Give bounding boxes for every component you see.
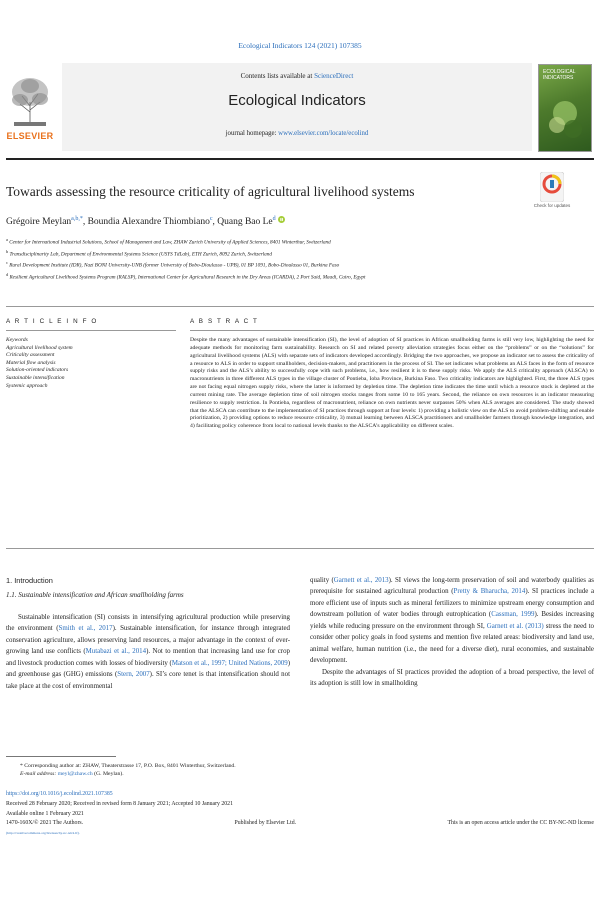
citation-link[interactable]: Smith et al., 2017 — [58, 625, 113, 633]
available-online: Available online 1 February 2021 — [6, 810, 84, 817]
check-for-updates-label[interactable]: Check for updates — [533, 203, 571, 208]
body-text-run: ). SI practices include a more efficient use of inputs such as mineral fertilizers to minimize upstream energy consumption and downstream pollution of water bodies through eutrophication ( — [310, 588, 595, 619]
author-affiliation-marker[interactable]: c — [209, 216, 213, 222]
author-affiliation-marker[interactable]: d — [272, 216, 276, 222]
affiliation-list — [6, 236, 566, 282]
affiliation-marker: a — [6, 237, 8, 242]
body-text-run: ). SI views the long-term preservation of soil and waterbody qualities as prerequisite for sustained agricultural production ( — [310, 577, 594, 596]
author-name[interactable]: Boundia Alexandre Thiombiano — [87, 217, 210, 228]
article-info-heading: A R T I C L E I N F O — [6, 318, 98, 325]
affiliation-text: Rural Development Institute (IDR), Nazi BONI University-UNB (former University of Bobo-Dioulasso - UPB), 01 BP 1091, Bobo-Dioulasso 01, Burkina Faso — [9, 262, 340, 269]
keyword: Criticality assessment — [6, 352, 55, 359]
citation-link[interactable]: Matson et al., 1997; United Nations, 2009 — [171, 659, 288, 667]
keywords-heading: Keywords — [6, 337, 28, 343]
keywords-block — [6, 337, 176, 390]
corresponding-address: Corresponding author at: ZHAW, Theaterstrasse 17, P.O. Box, 8401 Winterthur, Switzerland. — [24, 763, 236, 769]
affiliation-item — [6, 271, 566, 283]
affiliation-text: Center for International Industrial Solutions, School of Management and Law, ZHAW Zurich University of Applied Sciences, 8401 Winterthur, Switzerland — [9, 239, 331, 246]
orcid-icon[interactable] — [278, 216, 285, 223]
email-suffix: (G. Meylan). — [92, 771, 124, 777]
subsection-heading: 1.1. Sustainable intensification and African smallholding farms — [6, 591, 184, 600]
sciencedirect-link[interactable]: ScienceDirect — [314, 72, 354, 80]
article-info-rule — [6, 330, 176, 331]
contents-line — [62, 72, 532, 80]
license-part: Published by Elsevier Ltd. — [234, 820, 297, 827]
email-label: E-mail address: — [20, 771, 58, 777]
received-dates: Received 28 February 2020; Received in revised form 8 January 2021; Accepted 10 January 2021 — [6, 800, 233, 807]
license-part: 1470-160X/© 2021 The Authors. — [6, 820, 84, 827]
journal-title: Ecological Indicators — [228, 92, 366, 109]
citation-link[interactable]: Pretty & Bharucha, 2014 — [453, 588, 526, 596]
affiliation-marker: d — [6, 271, 9, 277]
corresponding-author — [20, 762, 590, 770]
license-line — [6, 819, 594, 829]
check-for-updates-icon[interactable] — [540, 172, 564, 202]
body-column-right — [310, 575, 594, 690]
keyword: Agricultural livelihood system — [6, 344, 73, 351]
author-name[interactable]: Grégoire Meylan — [6, 217, 72, 228]
affiliation-item — [6, 248, 566, 260]
keyword: Systemic approach — [6, 382, 48, 389]
abstract-heading: A B S T R A C T — [190, 318, 259, 325]
footnote-rule — [6, 756, 116, 757]
body-text-run: stress the need to consider other policy goals in food systems and mention five related areas: biodiversity and land use, animal welfare, human nutrition (i.e., the need for a diverse diet), rural economies, and sustainable development. — [310, 622, 594, 665]
affiliation-item — [6, 259, 566, 271]
body-text-run: ). Sustainable intensification, for instance through integrated conservation agriculture, allows preserving land resources, a major advantage in the context of ever-growing land use conflicts ( — [6, 625, 290, 656]
author-list: Grégoire Meylan$^{a,b,*}$, Boundia Alexandre Thiombiano$^c$, Quang Bao Le$^d$ — [6, 216, 285, 227]
citation-link[interactable]: Stern, 2007 — [117, 671, 150, 679]
keyword: Sustainable intensification — [6, 374, 65, 381]
keyword: Solution-oriented indicators — [6, 367, 69, 374]
body-text-run: Sustainable intensification (SI) consists in intensifying agricultural production while preserving the environment ( — [6, 613, 290, 633]
body-text-run: ). SI’s core tenet is that intensification should not take place at the cost of environmental — [6, 671, 290, 690]
author-affiliation-marker[interactable]: a,b,* — [71, 216, 83, 222]
body-paragraph — [310, 575, 594, 667]
journal-reference[interactable]: Ecological Indicators 124 (2021) 107385 — [238, 41, 362, 50]
corresponding-footnote — [20, 762, 590, 778]
header-rule — [6, 158, 594, 160]
section-heading: 1. Introduction — [6, 576, 53, 585]
body-text-run: ). Besides increasing yields while reducing pressure on the environment through SI, — [310, 611, 595, 630]
contents-prefix: Contents lists available at — [240, 72, 315, 80]
abstract-bottom-rule — [6, 548, 594, 549]
footnote-marker: * — [20, 763, 23, 769]
email-line — [20, 770, 590, 778]
elsevier-tree-logo — [6, 72, 54, 128]
keyword: Material flow analysis — [6, 359, 56, 366]
homepage-prefix: journal homepage: — [225, 130, 279, 137]
affiliation-marker: b — [6, 248, 9, 254]
cover-title: ECOLOGICAL INDICATORS — [543, 69, 576, 81]
citation-link[interactable]: Cassman, 1999 — [491, 611, 535, 619]
email-link[interactable]: meyl@zhaw.ch — [57, 771, 93, 777]
publisher-name: ELSEVIER — [6, 131, 54, 141]
body-text-run: quality ( — [310, 577, 334, 584]
publication-info — [6, 790, 594, 839]
journal-cover-image — [538, 64, 592, 152]
author-name[interactable]: Quang Bao Le — [217, 217, 273, 228]
body-paragraph: Despite the advantages of SI practices provided the adoption of a broad perspective, the level of its adoption is still low in smallholding — [310, 668, 594, 688]
info-divider — [6, 306, 594, 307]
affiliation-text: Resilient Agricultural Livelihood Systems Program (RALSP), International Center for Agricultural Research in the Dry Areas (ICARDA), 2 Port Said, Maadi, Cairo, Egypt — [9, 274, 366, 281]
citation-link[interactable]: Mutabazi et al., 2014 — [85, 648, 147, 656]
abstract-rule — [190, 330, 594, 331]
body-column-left — [6, 575, 290, 692]
affiliation-marker: c — [6, 260, 8, 266]
affiliation-text: Transdisciplinarity Lab, Department of Environmental Systems Science (USYS TdLab), ETH Zurich, 8092 Zurich, Switzerland — [9, 251, 272, 258]
body-paragraph — [6, 612, 290, 692]
citation-link[interactable]: Garnett et al. (2013) — [486, 622, 544, 630]
body-text-run: ) and greenhouse gas (GHG) emissions ( — [6, 659, 291, 679]
affiliation-item — [6, 236, 566, 248]
abstract-text: Despite the many advantages of sustainable intensification (SI), the level of adoption of SI practices in African smallholding farms is still very low, highlighting the need for adequate methods for monitoring farm sustainability. Research on SI and related poverty alleviation strategies focus either on the “problems” or on the “solutions” for agricultural livelihood systems (ALS) with separate sets of indicators developed accordingly. Bridging the two approaches, we propose an indicator set to assess the criticality of a resource to ALS in order to support smallholders, decision-makers, and practitioners in the process of SI. The set indicates what problems an ALS faces in the form of resource supply risks and the ALS’s ability to successfully cope with such problems, i.e., how resilient it is to these supply risks. We apply the ALS criticality approach (ALSCA) to macronutrients in three different ALS types in the village cluster of Pontieba, Ioba Province, Burkina Faso. Two criticality indicators are highlighted. First, the three ALS types are not facing equal nitrogen supply risks, where the latter is informed by depletion time. The depletion time indicates the time until which a resource stock is depleted at the current mining rate. The average depletion time of soil nitrogen stocks ranges from some 10 to 165 years. Second, the reliance on own resources is an indicator measuring resilience to supply restriction. In Pontieba, regardless of macronutrient, reliance on own nutrients never surpasses 50% when ALS averages are considered. The study showed that the ALSCA can contribute to the implementation of SI practices through support at four levels: 1) providing a holistic view on the ALS to avoid problem-shifting and enable prioritization, 2) providing options to reduce resource criticality, 3) mutual learning between ALSCA practitioners and smallholder farmers through knowledge integration, and 4) facilitating policy coherence from local to national levels thanks to the ALSCA’s applicability on different scales. — [190, 337, 594, 430]
homepage-line — [62, 130, 532, 137]
doi-link[interactable]: https://doi.org/10.1016/j.ecolind.2021.107385 — [6, 791, 113, 797]
citation-link[interactable]: Garnett et al., 2013 — [333, 577, 389, 584]
license-url[interactable]: (http://creativecommons.org/licenses/by-nc-nd/4.0/). — [6, 831, 80, 836]
license-part: This is an open access article under the CC BY-NC-ND license — [447, 820, 594, 827]
body-text-run: ). Not to mention that increasing land use for crop and livestock production comes with losses of biodiversity ( — [6, 648, 290, 667]
article-title: Towards assessing the resource criticality of agricultural livelihood systems — [6, 184, 415, 199]
homepage-link[interactable]: www.elsevier.com/locate/ecolind — [278, 130, 369, 137]
